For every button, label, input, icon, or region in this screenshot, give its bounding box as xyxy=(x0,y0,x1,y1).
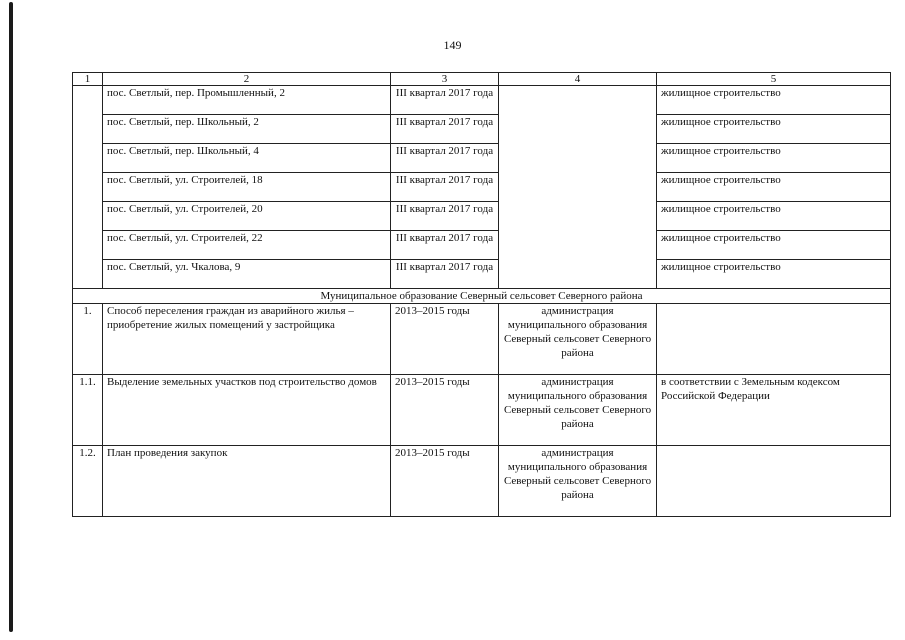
empty-executor-cell xyxy=(499,86,657,289)
item-note: в соответствии с Земельным кодексом Российской Федерации xyxy=(657,375,891,446)
table-row xyxy=(73,304,891,375)
item-text: План проведения закупок xyxy=(103,446,391,517)
address-cell: пос. Светлый, ул. Строителей, 18 xyxy=(103,173,391,202)
item-text: Выделение земельных участков под строительство домов xyxy=(103,375,391,446)
empty-number-cell xyxy=(73,86,103,289)
table-row xyxy=(73,231,891,260)
period-cell: III квартал 2017 года xyxy=(391,115,499,144)
header-col-1: 1 xyxy=(73,73,103,86)
section-title: Муниципальное образование Северный сельсовет Северного района xyxy=(73,289,891,304)
header-col-3: 3 xyxy=(391,73,499,86)
table-row xyxy=(73,446,891,517)
item-executor: администрация муниципального образования Северный сельсовет Северного района xyxy=(499,446,657,517)
table-row xyxy=(73,260,891,289)
header-col-2: 2 xyxy=(103,73,391,86)
address-cell: пос. Светлый, пер. Школьный, 4 xyxy=(103,144,391,173)
table-row xyxy=(73,375,891,446)
page-number: 149 xyxy=(443,38,462,52)
period-cell: III квартал 2017 года xyxy=(391,173,499,202)
period-cell: III квартал 2017 года xyxy=(391,202,499,231)
purpose-cell: жилищное строительство xyxy=(657,173,891,202)
purpose-cell: жилищное строительство xyxy=(657,144,891,173)
item-number: 1. xyxy=(73,304,103,375)
period-cell: III квартал 2017 года xyxy=(391,260,499,289)
purpose-cell: жилищное строительство xyxy=(657,86,891,115)
document-table xyxy=(72,72,891,517)
item-text: Способ переселения граждан из аварийного жилья – приобретение жилых помещений у застройщика xyxy=(103,304,391,375)
item-period: 2013–2015 годы xyxy=(391,446,499,517)
purpose-cell: жилищное строительство xyxy=(657,260,891,289)
header-row xyxy=(73,73,891,86)
table-row xyxy=(73,144,891,173)
item-note xyxy=(657,304,891,375)
purpose-cell: жилищное строительство xyxy=(657,115,891,144)
header-col-5: 5 xyxy=(657,73,891,86)
table-row xyxy=(73,115,891,144)
address-cell: пос. Светлый, пер. Школьный, 2 xyxy=(103,115,391,144)
header-col-4: 4 xyxy=(499,73,657,86)
item-executor: администрация муниципального образования Северный сельсовет Северного района xyxy=(499,304,657,375)
item-number: 1.1. xyxy=(73,375,103,446)
purpose-cell: жилищное строительство xyxy=(657,202,891,231)
address-cell: пос. Светлый, ул. Чкалова, 9 xyxy=(103,260,391,289)
table-row xyxy=(73,86,891,115)
purpose-cell: жилищное строительство xyxy=(657,231,891,260)
address-cell: пос. Светлый, ул. Строителей, 22 xyxy=(103,231,391,260)
period-cell: III квартал 2017 года xyxy=(391,86,499,115)
item-period: 2013–2015 годы xyxy=(391,304,499,375)
table-row xyxy=(73,202,891,231)
period-cell: III квартал 2017 года xyxy=(391,144,499,173)
item-executor: администрация муниципального образования Северный сельсовет Северного района xyxy=(499,375,657,446)
item-note xyxy=(657,446,891,517)
address-cell: пос. Светлый, пер. Промышленный, 2 xyxy=(103,86,391,115)
scan-edge xyxy=(9,2,13,632)
item-period: 2013–2015 годы xyxy=(391,375,499,446)
item-number: 1.2. xyxy=(73,446,103,517)
section-row xyxy=(73,289,891,304)
period-cell: III квартал 2017 года xyxy=(391,231,499,260)
address-cell: пос. Светлый, ул. Строителей, 20 xyxy=(103,202,391,231)
table-row xyxy=(73,173,891,202)
